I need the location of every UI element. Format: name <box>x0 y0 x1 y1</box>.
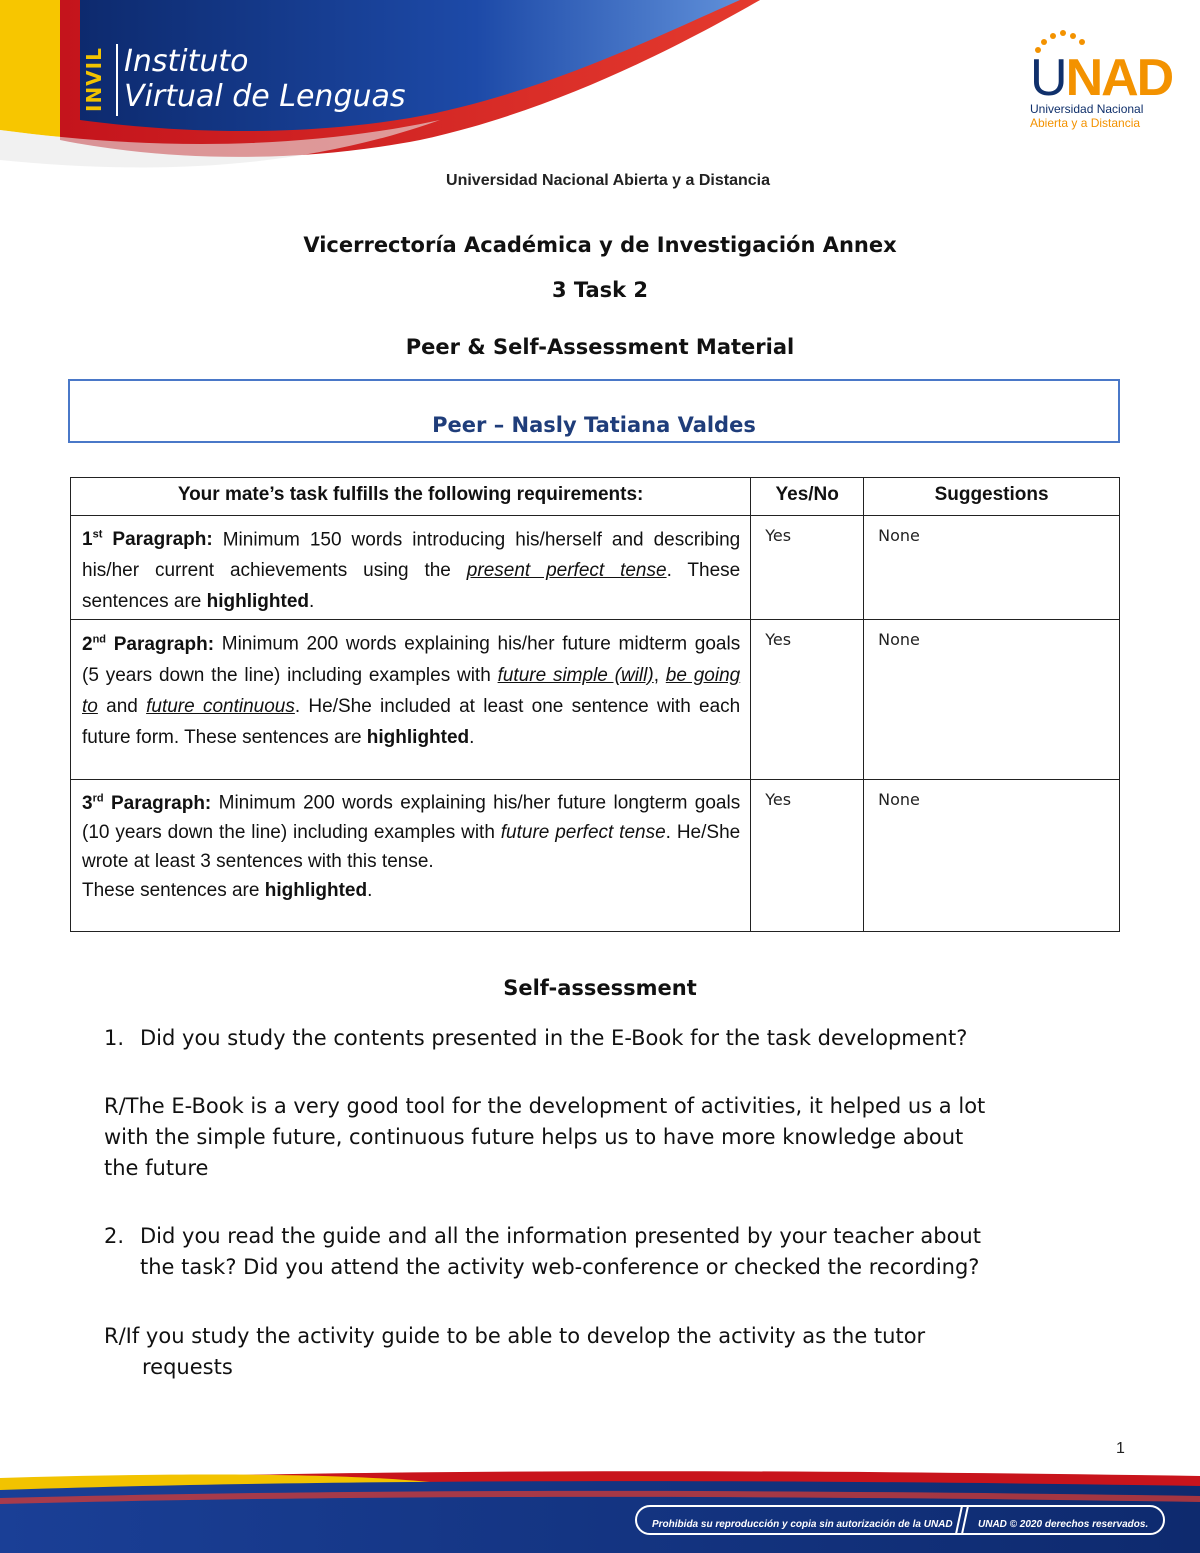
emphasis: future perfect tense <box>500 821 666 843</box>
suggestion-cell: None <box>864 780 1120 932</box>
ivl-logo-line-2: Virtual de Lenguas <box>124 79 406 115</box>
yes-no-cell: Yes <box>751 780 864 932</box>
footer-copyright: UNAD © 2020 derechos reservados. <box>978 1519 1149 1530</box>
header-yes-no: Yes/No <box>751 478 864 516</box>
paragraph-ordinal: 1st Paragraph: <box>82 529 213 551</box>
requirements-table <box>70 477 1120 932</box>
table-row <box>71 620 1120 780</box>
self-assessment-title: Self-assessment <box>503 976 697 1000</box>
emphasis: be going to <box>82 664 741 717</box>
answer-1 <box>104 1091 1134 1184</box>
requirement-cell: 3rd Paragraph: Minimum 200 words explaining his/her future longterm goals (10 years down the line) including examples with future perfect tense. He/She wrote at least 3 sentences with this tense. These sentences are highlighted. <box>71 780 751 932</box>
requirement-cell: 1st Paragraph: Minimum 150 words introducing his/herself and describing his/her current achievements using the present perfect tense. These sentences are highlighted. <box>71 516 751 620</box>
question-number: 2. <box>104 1224 125 1248</box>
peer-name: Peer – Nasly Tatiana Valdes <box>432 413 756 437</box>
answer-line: R/If you study the activity guide to be able to develop the activity as the tutor <box>104 1324 926 1348</box>
question-number: 1. <box>104 1026 125 1050</box>
footer-notice: Prohibida su reproducción y copia sin autorización de la UNAD <box>652 1519 953 1530</box>
question-text: Did you study the contents presented in the E-Book for the task development? <box>140 1026 968 1050</box>
answer-line: with the simple future, continuous future helps us to have more knowledge about <box>104 1125 964 1149</box>
question-text: Did you read the guide and all the information presented by your teacher about <box>140 1224 981 1248</box>
header-requirements: Your mate’s task fulfills the following requirements: <box>71 478 751 516</box>
question-2 <box>104 1221 1114 1283</box>
unad-logo-nad: NAD <box>1065 49 1173 107</box>
document-subtitle-task: 3 Task 2 <box>551 278 649 302</box>
suggestion-cell: None <box>864 516 1120 620</box>
peer-box <box>68 379 1120 443</box>
emphasis: future continuous <box>146 695 295 717</box>
answer-line: requests <box>142 1355 233 1379</box>
unad-logo-subtitle-2: Abierta y a Distancia <box>1030 116 1141 130</box>
ivl-logo-line-1: Instituto <box>124 44 249 79</box>
document-subtitle-material: Peer & Self-Assessment Material <box>405 335 795 359</box>
question-text: the task? Did you attend the activity web-conference or checked the recording? <box>140 1255 980 1279</box>
table-row <box>71 516 1120 620</box>
ivl-logo <box>124 44 406 115</box>
ivl-logo-divider <box>116 44 118 116</box>
answer-2 <box>104 1321 1114 1383</box>
emphasis: present perfect tense <box>466 560 667 582</box>
yes-no-cell: Yes <box>751 620 864 780</box>
suggestion-cell: None <box>864 620 1120 780</box>
question-1 <box>104 1023 1124 1054</box>
answer-line: R/The E-Book is a very good tool for the development of activities, it helped us a lot <box>104 1094 986 1118</box>
table-header-row <box>71 478 1120 516</box>
table-row <box>71 780 1120 932</box>
page-number: 1 <box>1116 1440 1125 1457</box>
requirement-cell: 2nd Paragraph: Minimum 200 words explaining his/her future midterm goals (5 years down the line) including examples with future simple (will), be going to and future continuous. He/She included at least one sentence with each future form. These sentences are highlighted. <box>71 620 751 780</box>
paragraph-ordinal: 3rd Paragraph: <box>82 792 212 814</box>
header-suggestions: Suggestions <box>864 478 1120 516</box>
unad-logo-u: U <box>1030 49 1066 107</box>
paragraph-ordinal: 2nd Paragraph: <box>82 633 215 655</box>
ivl-logo-vertical-text: INVIL <box>82 47 106 112</box>
yes-no-cell: Yes <box>751 516 864 620</box>
answer-line: the future <box>104 1156 209 1180</box>
unad-logo <box>1030 49 1173 107</box>
emphasis: future simple (will) <box>497 664 654 686</box>
footer-band <box>0 1468 1200 1553</box>
unad-logo-subtitle-1: Universidad Nacional <box>1030 102 1144 116</box>
university-name: Universidad Nacional Abierta y a Distancia <box>446 172 770 189</box>
document-title: Vicerrectoría Académica y de Investigación Annex <box>303 233 897 257</box>
